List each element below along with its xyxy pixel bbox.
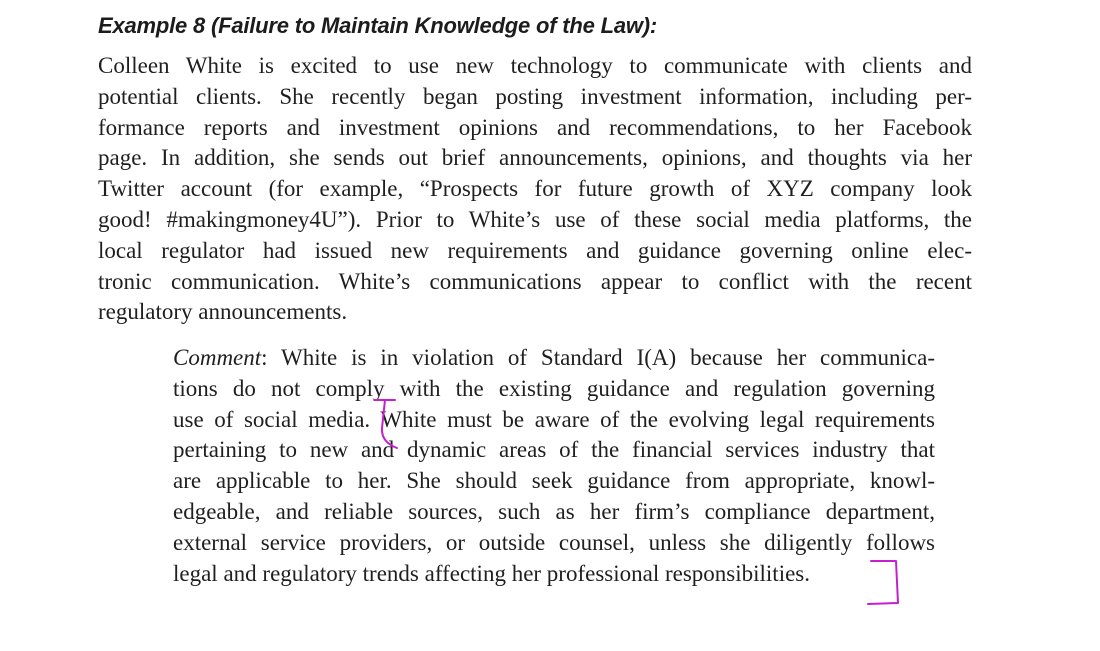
comment-first-line-text: : White is in violation of Standard I(A) because her communica- [261, 345, 935, 370]
example-heading: Example 8 (Failure to Maintain Knowledge of the Law): [98, 13, 658, 38]
body-line: potential clients. She recently began posting investment information, including per- [98, 83, 972, 109]
body-paragraph [98, 51, 972, 328]
body-line: page. In addition, she sends out brief announcements, opinions, and thoughts via her [98, 145, 972, 171]
comment-line: tions do not comply with the existing guidance and regulation governing [173, 375, 935, 401]
body-line: good! #makingmoney4U”). Prior to White’s use of these social media platforms, the [98, 206, 972, 232]
comment-line: edgeable, and reliable sources, such as her firm’s compliance department, [173, 498, 935, 524]
body-line: tronic communication. White’s communications appear to conflict with the recent [98, 268, 972, 294]
comment-line: legal and regulatory trends affecting her professional responsibilities. [173, 560, 810, 586]
comment-line: external service providers, or outside counsel, unless she diligently follows [173, 529, 935, 555]
comment-line: pertaining to new and dynamic areas of the financial services industry that [173, 437, 935, 463]
comment-label: Comment [173, 345, 262, 370]
body-line: Twitter account (for example, “Prospects for future growth of XYZ company look [98, 176, 972, 202]
comment-line: are applicable to her. She should seek guidance from appropriate, knowl- [173, 468, 935, 494]
comment-line: use of social media. White must be aware of the evolving legal requirements [173, 406, 935, 432]
comment-paragraph [173, 343, 935, 589]
body-line: local regulator had issued new requirements and guidance governing online elec- [98, 237, 972, 263]
body-line: Colleen White is excited to use new technology to communicate with clients and [98, 53, 972, 78]
body-line: regulatory announcements. [98, 299, 348, 325]
comment-first-line [173, 343, 935, 374]
body-line: formance reports and investment opinions and recommendations, to her Facebook [98, 114, 972, 140]
